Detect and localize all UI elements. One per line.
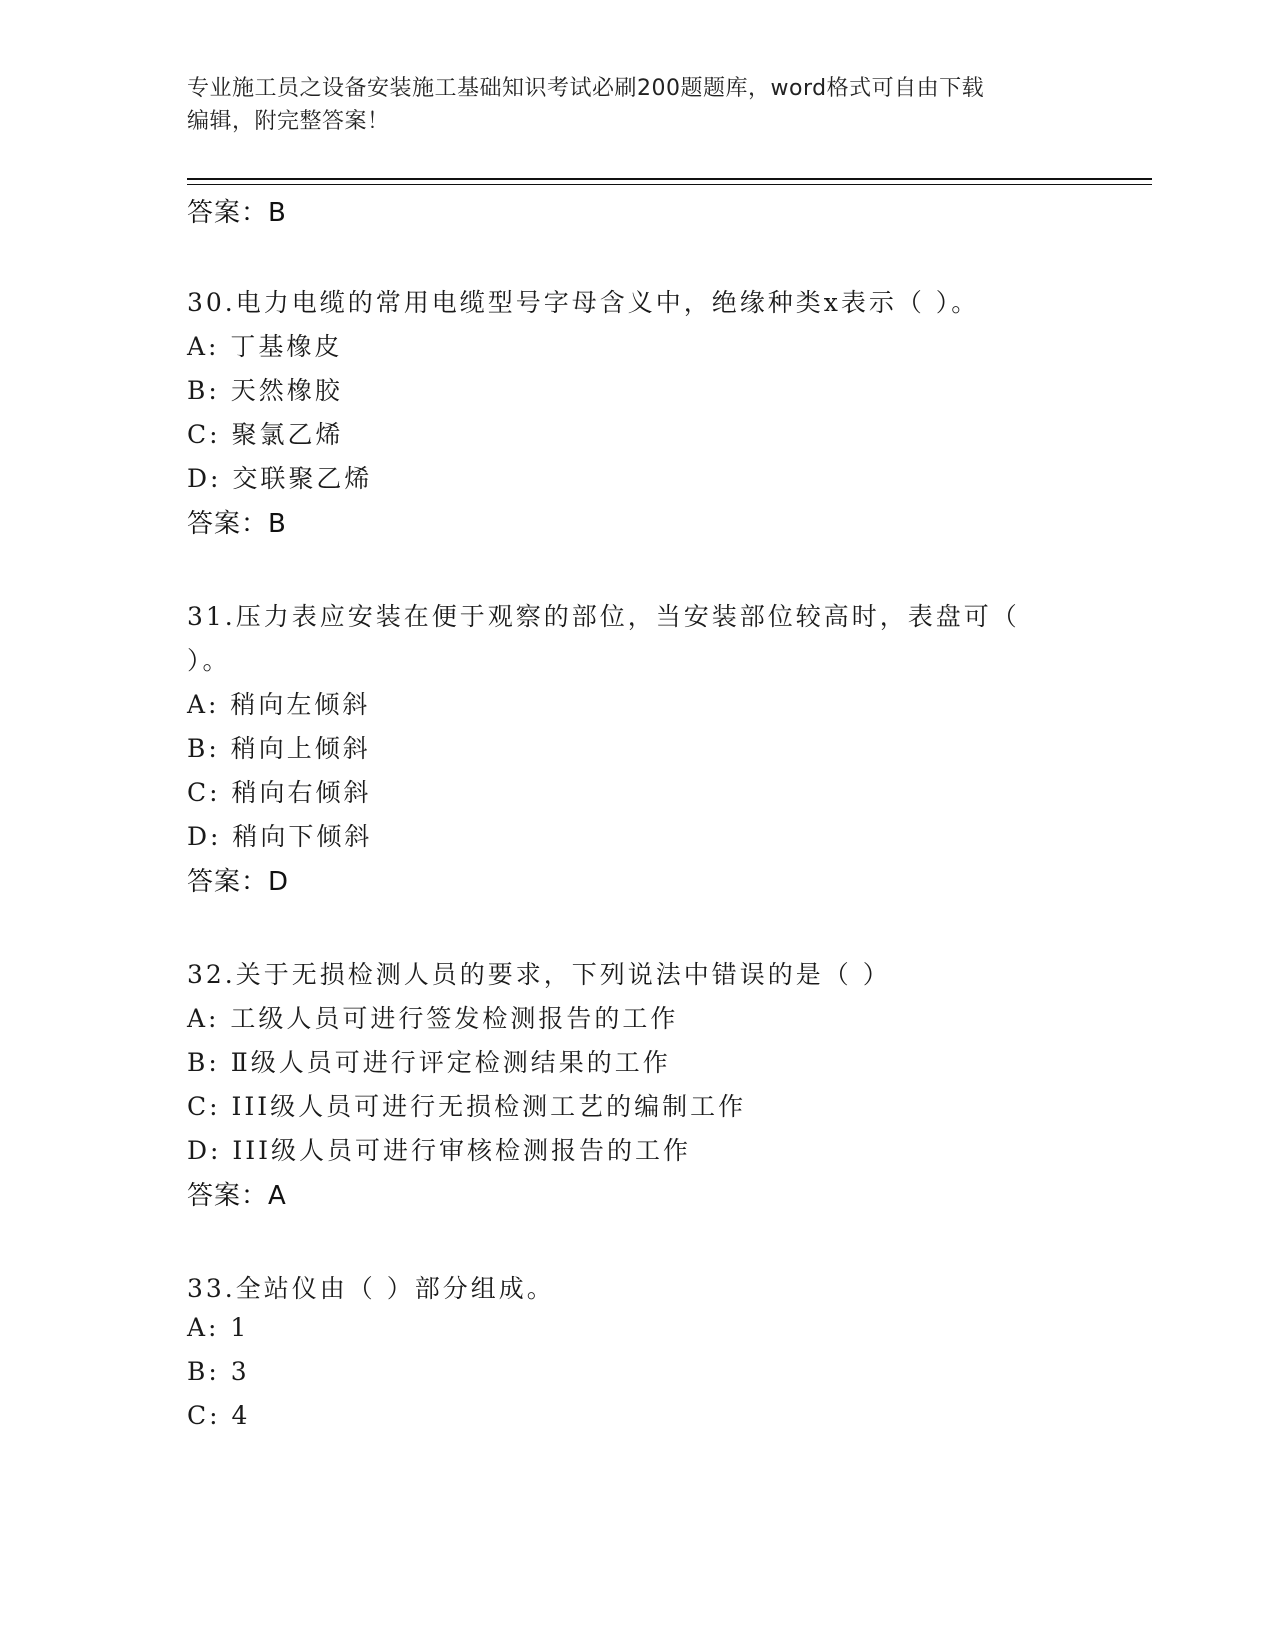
document-header — [187, 72, 1067, 138]
question-31-option-b: B: 稍向上倾斜 — [187, 734, 371, 763]
question-33-stem: 33.全站仪由（ ）部分组成。 — [187, 1274, 555, 1303]
header-title-line-1: 专业施工员之设备安装施工基础知识考试必刷200题题库，word格式可自由下载 — [187, 76, 985, 101]
question-33-option-c: C: 4 — [187, 1401, 251, 1430]
question-31-option-c: C: 稍向右倾斜 — [187, 778, 372, 807]
question-33-option-a: A: 1 — [187, 1313, 250, 1342]
question-31-answer: 答案：D — [187, 867, 290, 897]
question-32-option-c: C: III级人员可进行无损检测工艺的编制工作 — [187, 1092, 747, 1121]
header-rule-thick — [187, 178, 1152, 180]
question-31-stem: 31.压力表应安装在便于观察的部位，当安装部位较高时，表盘可（ — [187, 602, 1020, 631]
question-31-option-d: D: 稍向下倾斜 — [187, 822, 373, 851]
question-30-option-c: C: 聚氯乙烯 — [187, 420, 344, 449]
question-32-answer: 答案：A — [187, 1181, 287, 1211]
question-32-option-b: B: Ⅱ级人员可进行评定检测结果的工作 — [187, 1048, 671, 1077]
question-33-option-b: B: 3 — [187, 1357, 250, 1386]
question-30-option-a: A: 丁基橡皮 — [187, 332, 343, 361]
previous-question-answer: 答案：B — [187, 198, 287, 228]
question-30-option-b: B: 天然橡胶 — [187, 376, 343, 405]
question-32-option-a: A: 工级人员可进行签发检测报告的工作 — [187, 1004, 679, 1033]
question-31-option-a: A: 稍向左倾斜 — [187, 690, 371, 719]
question-30-stem: 30.电力电缆的常用电缆型号字母含义中，绝缘种类x表示（ ）。 — [187, 288, 980, 317]
header-title-line-2: 编辑，附完整答案！ — [187, 109, 390, 134]
question-30-option-d: D: 交联聚乙烯 — [187, 464, 373, 493]
question-32-stem: 32.关于无损检测人员的要求，下列说法中错误的是（ ） — [187, 960, 891, 989]
question-32-option-d: D: III级人员可进行审核检测报告的工作 — [187, 1136, 692, 1165]
question-30-answer: 答案：B — [187, 509, 287, 539]
header-rule-thin — [187, 184, 1152, 185]
question-31-stem-continued: ）。 — [187, 646, 231, 675]
